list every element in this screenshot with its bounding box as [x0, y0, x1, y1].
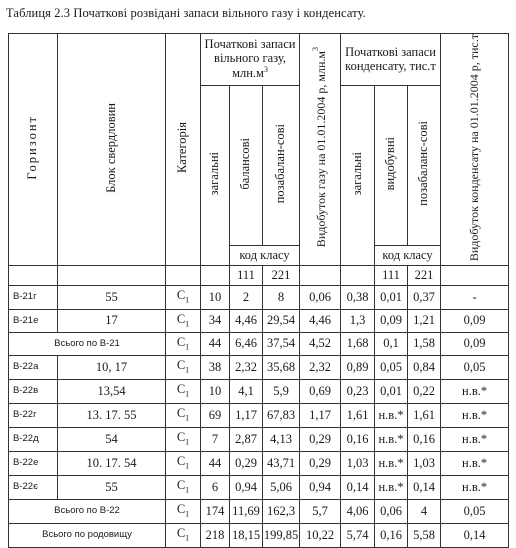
value-cell-total: 44	[201, 332, 230, 355]
value-cell-offbalance: 199,85	[263, 523, 300, 547]
value-cell-offbalance: 5,9	[263, 379, 300, 403]
horizon-cell: В-21е	[9, 309, 58, 332]
horizon-cell: В-22в	[9, 379, 58, 403]
value-cell-c-off: 1,03	[408, 451, 441, 475]
value-cell-c-extract: н.в.*	[375, 451, 408, 475]
value-cell-offbalance: 29,54	[263, 309, 300, 332]
horizon-cell: В-22е	[9, 451, 58, 475]
value-cell-offbalance: 5,06	[263, 475, 300, 499]
value-cell-c-extract: н.в.*	[375, 403, 408, 427]
value-cell-c-extract: 0,06	[375, 499, 408, 523]
value-cell-c-off: 1,58	[408, 332, 441, 355]
value-cell-c-total: 0,16	[341, 427, 375, 451]
value-cell-balance: 4,46	[230, 309, 263, 332]
value-cell-c-off: 4	[408, 499, 441, 523]
value-cell-c-off: 0,84	[408, 355, 441, 379]
table-row	[9, 475, 509, 499]
cond-code-221: 221	[408, 265, 441, 285]
value-cell-balance: 0,29	[230, 451, 263, 475]
value-cell-c-extract: н.в.*	[375, 427, 408, 451]
value-cell-offbalance: 37,54	[263, 332, 300, 355]
value-cell-c-off: 5,58	[408, 523, 441, 547]
cond-total-header: загальні	[341, 86, 375, 266]
value-cell-offbalance: 4,13	[263, 427, 300, 451]
value-cell-total: 44	[201, 451, 230, 475]
category-cell: $C_1$	[166, 285, 201, 309]
gas-reserves-header: Початкові запаси вільного газу, $млн.м^3$	[201, 34, 300, 86]
value-cell-c-prod: н.в.*	[441, 475, 509, 499]
category-cell: $C_1$	[166, 403, 201, 427]
summary-row	[9, 499, 509, 523]
value-cell-c-total: 1,68	[341, 332, 375, 355]
value-cell-balance: 6,46	[230, 332, 263, 355]
condensate-reserves-header: Початкові запаси конденсату, тис.т	[341, 34, 441, 86]
condensate-production-header: Видобуток конденсату на 01.01.2004 р, тис.т	[441, 34, 509, 266]
category-cell: $C_1$	[166, 355, 201, 379]
value-cell-c-total: 1,03	[341, 451, 375, 475]
horizon-header: Горизонт	[9, 34, 58, 266]
value-cell-c-prod: н.в.*	[441, 379, 509, 403]
value-cell-gas-prod: 0,94	[300, 475, 341, 499]
value-cell-balance: 4,1	[230, 379, 263, 403]
value-cell-c-off: 0,16	[408, 427, 441, 451]
value-cell-c-prod: 0,09	[441, 309, 509, 332]
value-cell-gas-prod: 5,7	[300, 499, 341, 523]
block-header: Блок свердловин	[58, 34, 166, 266]
value-cell-offbalance: 43,71	[263, 451, 300, 475]
value-cell-c-prod: 0,09	[441, 332, 509, 355]
value-cell-c-total: 5,74	[341, 523, 375, 547]
value-cell-c-prod: 0,05	[441, 355, 509, 379]
value-cell-c-prod: н.в.*	[441, 427, 509, 451]
horizon-cell: В-22д	[9, 427, 58, 451]
horizon-cell: В-22г	[9, 403, 58, 427]
value-cell-c-extract: 0,09	[375, 309, 408, 332]
category-header: Категорія	[166, 34, 201, 266]
value-cell-total: 69	[201, 403, 230, 427]
value-cell-c-off: 0,22	[408, 379, 441, 403]
value-cell-total: 7	[201, 427, 230, 451]
block-cell: 10. 17. 54	[58, 451, 166, 475]
value-cell-total: 6	[201, 475, 230, 499]
block-cell: 13. 17. 55	[58, 403, 166, 427]
value-cell-c-total: 0,89	[341, 355, 375, 379]
value-cell-gas-prod: 0,69	[300, 379, 341, 403]
value-cell-c-total: 0,14	[341, 475, 375, 499]
value-cell-total: 10	[201, 379, 230, 403]
category-cell: $C_1$	[166, 332, 201, 355]
value-cell-offbalance: 162,3	[263, 499, 300, 523]
value-cell-c-extract: н.в.*	[375, 475, 408, 499]
value-cell-c-prod: -	[441, 285, 509, 309]
value-cell-c-extract: 0,16	[375, 523, 408, 547]
summary-row	[9, 523, 509, 547]
value-cell-c-total: 1,61	[341, 403, 375, 427]
value-cell-c-off: 0,14	[408, 475, 441, 499]
horizon-cell: В-21г	[9, 285, 58, 309]
category-cell: $C_1$	[166, 499, 201, 523]
value-cell-total: 218	[201, 523, 230, 547]
value-cell-c-prod: н.в.*	[441, 403, 509, 427]
category-cell: $C_1$	[166, 475, 201, 499]
value-cell-c-off: 1,61	[408, 403, 441, 427]
value-cell-balance: 2	[230, 285, 263, 309]
value-cell-total: 38	[201, 355, 230, 379]
gas-balance-header: балансові	[230, 86, 263, 246]
value-cell-offbalance: 8	[263, 285, 300, 309]
gas-code-111: 111	[230, 265, 263, 285]
value-cell-gas-prod: 0,29	[300, 451, 341, 475]
value-cell-c-off: 1,21	[408, 309, 441, 332]
value-cell-c-extract: 0,1	[375, 332, 408, 355]
value-cell-gas-prod: 4,52	[300, 332, 341, 355]
block-cell: 13,54	[58, 379, 166, 403]
table-row	[9, 355, 509, 379]
value-cell-c-prod: н.в.*	[441, 451, 509, 475]
summary-label: Всього по родовищу	[9, 523, 166, 547]
value-cell-total: 34	[201, 309, 230, 332]
value-cell-total: 10	[201, 285, 230, 309]
value-cell-c-total: 0,38	[341, 285, 375, 309]
value-cell-c-off: 0,37	[408, 285, 441, 309]
summary-row	[9, 332, 509, 355]
value-cell-gas-prod: 1,17	[300, 403, 341, 427]
block-cell: 55	[58, 285, 166, 309]
category-cell: $C_1$	[166, 523, 201, 547]
value-cell-balance: 11,69	[230, 499, 263, 523]
block-cell: 54	[58, 427, 166, 451]
table-row	[9, 403, 509, 427]
cond-offbalance-header: позабаланс-сові	[408, 86, 441, 246]
value-cell-gas-prod: 0,06	[300, 285, 341, 309]
gas-production-header: Видобуток газу на 01.01.2004 р, $млн.м^3$	[300, 34, 341, 266]
block-cell: 55	[58, 475, 166, 499]
summary-label: Всього по В-21	[9, 332, 166, 355]
gas-offbalance-header: позабалан-сові	[263, 86, 300, 246]
value-cell-total: 174	[201, 499, 230, 523]
horizon-cell: В-22а	[9, 355, 58, 379]
horizon-cell: В-22є	[9, 475, 58, 499]
table-row	[9, 309, 509, 332]
value-cell-c-prod: 0,05	[441, 499, 509, 523]
summary-label: Всього по В-22	[9, 499, 166, 523]
table-row	[9, 379, 509, 403]
category-cell: $C_1$	[166, 309, 201, 332]
block-cell: 10, 17	[58, 355, 166, 379]
value-cell-balance: 1,17	[230, 403, 263, 427]
value-cell-c-total: 0,23	[341, 379, 375, 403]
value-cell-gas-prod: 4,46	[300, 309, 341, 332]
table-caption: Таблиця 2.3 Початкові розвідані запаси вільного газу і конденсату.	[6, 6, 366, 20]
value-cell-c-extract: 0,01	[375, 285, 408, 309]
table-row	[9, 451, 509, 475]
value-cell-gas-prod: 0,29	[300, 427, 341, 451]
table-row	[9, 427, 509, 451]
cond-extractable-header: видобувні	[375, 86, 408, 246]
value-cell-balance: 2,87	[230, 427, 263, 451]
table-row	[9, 285, 509, 309]
cond-code-111: 111	[375, 265, 408, 285]
cond-class-code-header: код класу	[375, 245, 441, 265]
value-cell-offbalance: 35,68	[263, 355, 300, 379]
value-cell-c-total: 1,3	[341, 309, 375, 332]
reserves-table	[8, 33, 509, 548]
value-cell-gas-prod: 10,22	[300, 523, 341, 547]
category-cell: $C_1$	[166, 379, 201, 403]
value-cell-c-extract: 0,01	[375, 379, 408, 403]
value-cell-gas-prod: 2,32	[300, 355, 341, 379]
value-cell-c-prod: 0,14	[441, 523, 509, 547]
value-cell-balance: 0,94	[230, 475, 263, 499]
value-cell-balance: 18,15	[230, 523, 263, 547]
value-cell-balance: 2,32	[230, 355, 263, 379]
category-cell: $C_1$	[166, 427, 201, 451]
gas-total-header: загальні	[201, 86, 230, 266]
category-cell: $C_1$	[166, 451, 201, 475]
value-cell-offbalance: 67,83	[263, 403, 300, 427]
block-cell: 17	[58, 309, 166, 332]
gas-code-221: 221	[263, 265, 300, 285]
value-cell-c-extract: 0,05	[375, 355, 408, 379]
gas-class-code-header: код класу	[230, 245, 300, 265]
value-cell-c-total: 4,06	[341, 499, 375, 523]
